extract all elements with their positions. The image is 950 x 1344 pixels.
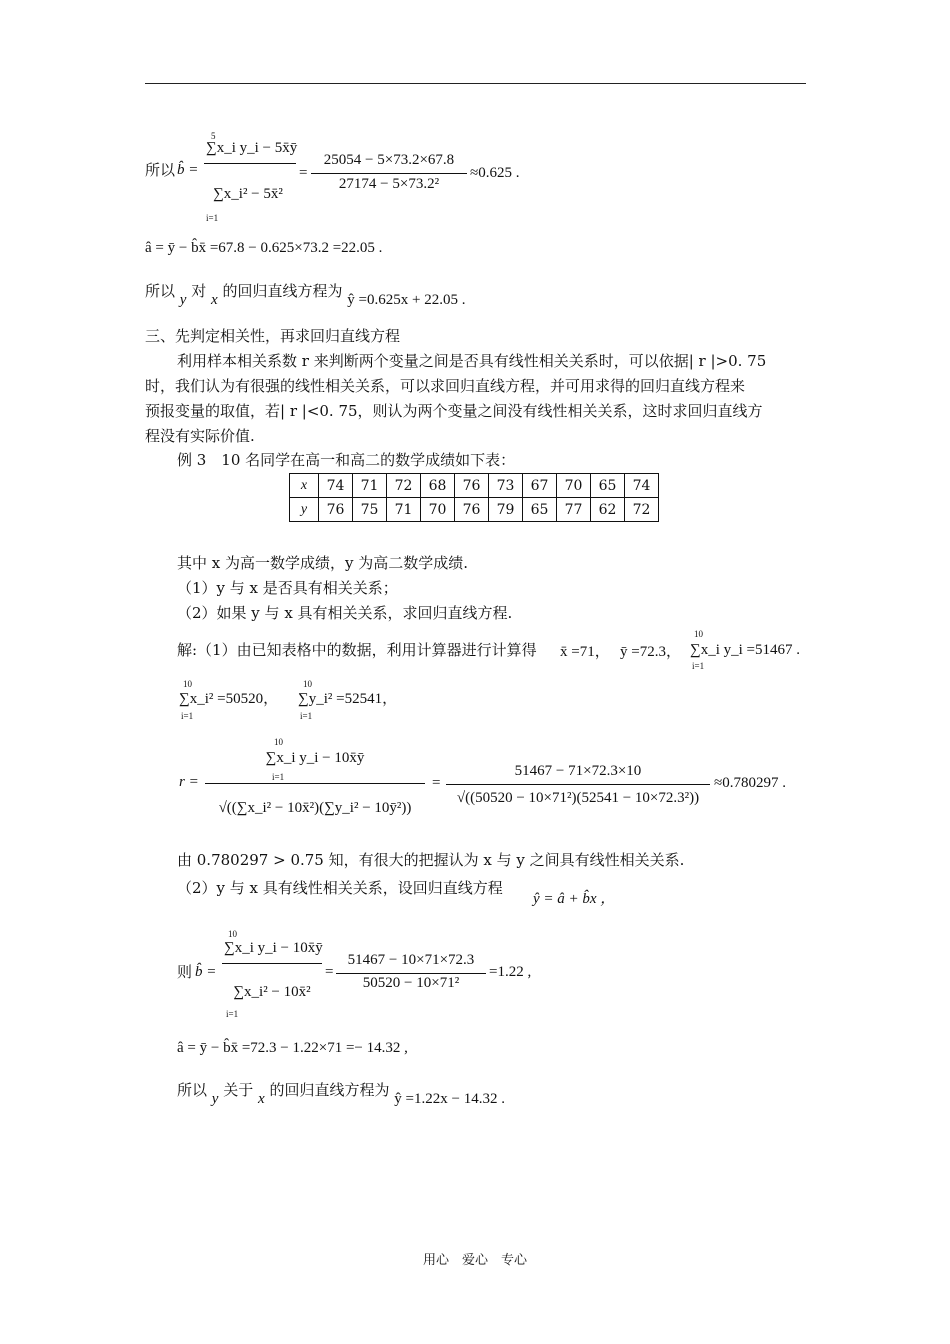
- sum-upper-limit: 10: [694, 629, 703, 639]
- table-cell: 72: [625, 498, 659, 522]
- a-hat-formula-2: â = ȳ − b̂x̄ =72.3 − 1.22×71 =− 14.32 ,: [177, 1040, 408, 1056]
- a-hat-formula-1: â = ȳ − b̂x̄ =67.8 − 0.625×73.2 =22.05 .: [145, 240, 383, 256]
- section-heading: 三、先判定相关性，再求回归直线方程: [145, 327, 401, 345]
- r-result: ≈0.780297 .: [714, 775, 786, 791]
- table-header-y: y: [290, 498, 319, 522]
- example-title: 例 3 10 名同学在高一和高二的数学成绩如下表：: [177, 451, 516, 469]
- r-denominator: √((∑x_i² − 10x̄²)(∑y_i² − 10ȳ²)): [218, 800, 412, 816]
- b-hat-prefix-2: 则: [177, 963, 193, 981]
- b-hat-denominator: ∑x_i² − 5x̄²: [213, 186, 283, 202]
- sum-upper-limit: 10: [228, 929, 237, 939]
- table-cell: 65: [591, 474, 625, 498]
- b-hat-numerator: ∑x_i y_i − 5x̄ȳ: [206, 140, 298, 156]
- table-header-x: x: [290, 474, 319, 498]
- table-cell: 68: [421, 474, 455, 498]
- fraction-bar: [446, 784, 710, 785]
- section-paragraph-line-3: 预报变量的取值，若| r |<0. 75，则认为两个变量之间没有线性相关关系，这时求回归直线方: [145, 402, 763, 420]
- table-cell: 71: [387, 498, 421, 522]
- regression-x: x: [211, 292, 218, 308]
- sum-upper-limit: 10: [183, 679, 192, 689]
- solution-intro: 解:（1）由已知表格中的数据，利用计算器进行计算得: [177, 641, 537, 659]
- regression-equation-1: ŷ =0.625x + 22.05 .: [347, 292, 466, 308]
- table-cell: 70: [557, 474, 591, 498]
- sum-xy: ∑x_i y_i =51467 .: [690, 642, 800, 658]
- sum-x-squared: ∑x_i² =50520，: [179, 691, 279, 707]
- sum-lower-limit: i=1: [272, 772, 285, 782]
- b-hat-result: ≈0.625 .: [470, 165, 520, 181]
- regression-model: ŷ = â + b̂x ，: [533, 891, 616, 907]
- correlation-conclusion: 由 0.780297 > 0.75 知，有很大的把握认为 x 与 y 之间具有线性相关关系.: [177, 851, 685, 869]
- regression-line-1: [145, 281, 466, 308]
- table-cell: 70: [421, 498, 455, 522]
- table-cell: 77: [557, 498, 591, 522]
- fraction-bar: [205, 783, 425, 784]
- b-hat-numeric-numerator-2: 51467 − 10×71×72.3: [347, 952, 475, 968]
- b-hat-result-2: =1.22 ,: [489, 964, 532, 980]
- r-numeric-numerator: 51467 − 71×72.3×10: [514, 763, 642, 779]
- regression-y: y: [179, 292, 187, 308]
- regression-mid: 关于: [223, 1081, 254, 1099]
- question-2: （2）如果 y 与 x 具有相关关系，求回归直线方程.: [177, 604, 513, 622]
- b-hat-prefix: 所以: [145, 161, 176, 179]
- fraction-bar: [222, 963, 322, 964]
- header-rule: [145, 83, 806, 84]
- table-cell: 76: [319, 498, 353, 522]
- sum-lower-limit: i=1: [226, 1009, 239, 1019]
- table-cell: 76: [455, 498, 489, 522]
- regression-pre: 所以: [145, 282, 176, 300]
- section-paragraph-line-1: 利用样本相关系数 r 来判断两个变量之间是否具有线性相关关系时，可以依据| r |>0. 75: [177, 352, 767, 370]
- b-hat-lhs-2: b̂ =: [195, 964, 217, 980]
- sum-lower-limit: i=1: [692, 661, 705, 671]
- table-cell: 79: [489, 498, 523, 522]
- x-mean: x̄ =71，: [560, 644, 610, 660]
- example-note: 其中 x 为高一数学成绩，y 为高二数学成绩.: [177, 554, 469, 572]
- regression-post: 的回归直线方程为: [222, 282, 343, 300]
- scores-table: [289, 473, 659, 522]
- table-cell: 67: [523, 474, 557, 498]
- sum-upper-limit: 5: [211, 131, 216, 141]
- regression-x: x: [258, 1091, 265, 1107]
- y-mean: ȳ =72.3，: [620, 644, 681, 660]
- b-hat-lhs: b̂ =: [177, 162, 199, 178]
- regression-y: y: [211, 1091, 219, 1107]
- table-cell: 62: [591, 498, 625, 522]
- sum-lower-limit: i=1: [181, 711, 194, 721]
- part2-text: （2）y 与 x 具有线性相关关系，设回归直线方程: [177, 879, 503, 897]
- r-numeric-denominator: √((50520 − 10×71²)(52541 − 10×72.3²)): [456, 790, 700, 806]
- regression-post: 的回归直线方程为: [269, 1081, 390, 1099]
- regression-equation-2: ŷ =1.22x − 14.32 .: [394, 1091, 505, 1107]
- table-cell: 74: [625, 474, 659, 498]
- sum-y-squared: ∑y_i² =52541，: [298, 691, 398, 707]
- table-cell: 71: [353, 474, 387, 498]
- section-paragraph-line-4: 程没有实际价值.: [145, 427, 255, 445]
- table-row: [290, 498, 659, 522]
- sum-upper-limit: 10: [274, 737, 283, 747]
- regression-mid: 对: [191, 282, 207, 300]
- table-cell: 72: [387, 474, 421, 498]
- b-hat-numerator-2: ∑x_i y_i − 10x̄ȳ: [224, 940, 323, 956]
- equals-sign: =: [432, 775, 441, 791]
- table-cell: 75: [353, 498, 387, 522]
- table-cell: 65: [523, 498, 557, 522]
- fraction-bar: [311, 173, 467, 174]
- sum-lower-limit: i=1: [300, 711, 313, 721]
- b-hat-numeric-denominator: 27174 − 5×73.2²: [338, 176, 440, 192]
- section-paragraph-line-2: 时，我们认为有很强的线性相关关系，可以求回归直线方程，并可用求得的回归直线方程来: [145, 377, 746, 395]
- table-cell: 74: [319, 474, 353, 498]
- b-hat-denominator-2: ∑x_i² − 10x̄²: [233, 984, 311, 1000]
- fraction-bar: [204, 163, 296, 164]
- b-hat-numeric-numerator: 25054 − 5×73.2×67.8: [323, 152, 455, 168]
- page-footer: 用心 爱心 专心: [422, 1253, 527, 1268]
- question-1: （1）y 与 x 是否具有相关关系；: [177, 579, 398, 597]
- fraction-bar: [336, 973, 486, 974]
- equals-sign: =: [299, 165, 308, 181]
- r-lhs: r =: [179, 774, 199, 790]
- sum-upper-limit: 10: [303, 679, 312, 689]
- b-hat-numeric-denominator-2: 50520 − 10×71²: [362, 975, 460, 991]
- regression-line-2: [177, 1080, 505, 1107]
- table-row: [290, 474, 659, 498]
- r-numerator: ∑x_i y_i − 10x̄ȳ: [265, 750, 365, 766]
- table-cell: 76: [455, 474, 489, 498]
- equals-sign: =: [325, 964, 334, 980]
- regression-pre: 所以: [177, 1081, 208, 1099]
- table-cell: 73: [489, 474, 523, 498]
- sum-lower-limit: i=1: [206, 213, 219, 223]
